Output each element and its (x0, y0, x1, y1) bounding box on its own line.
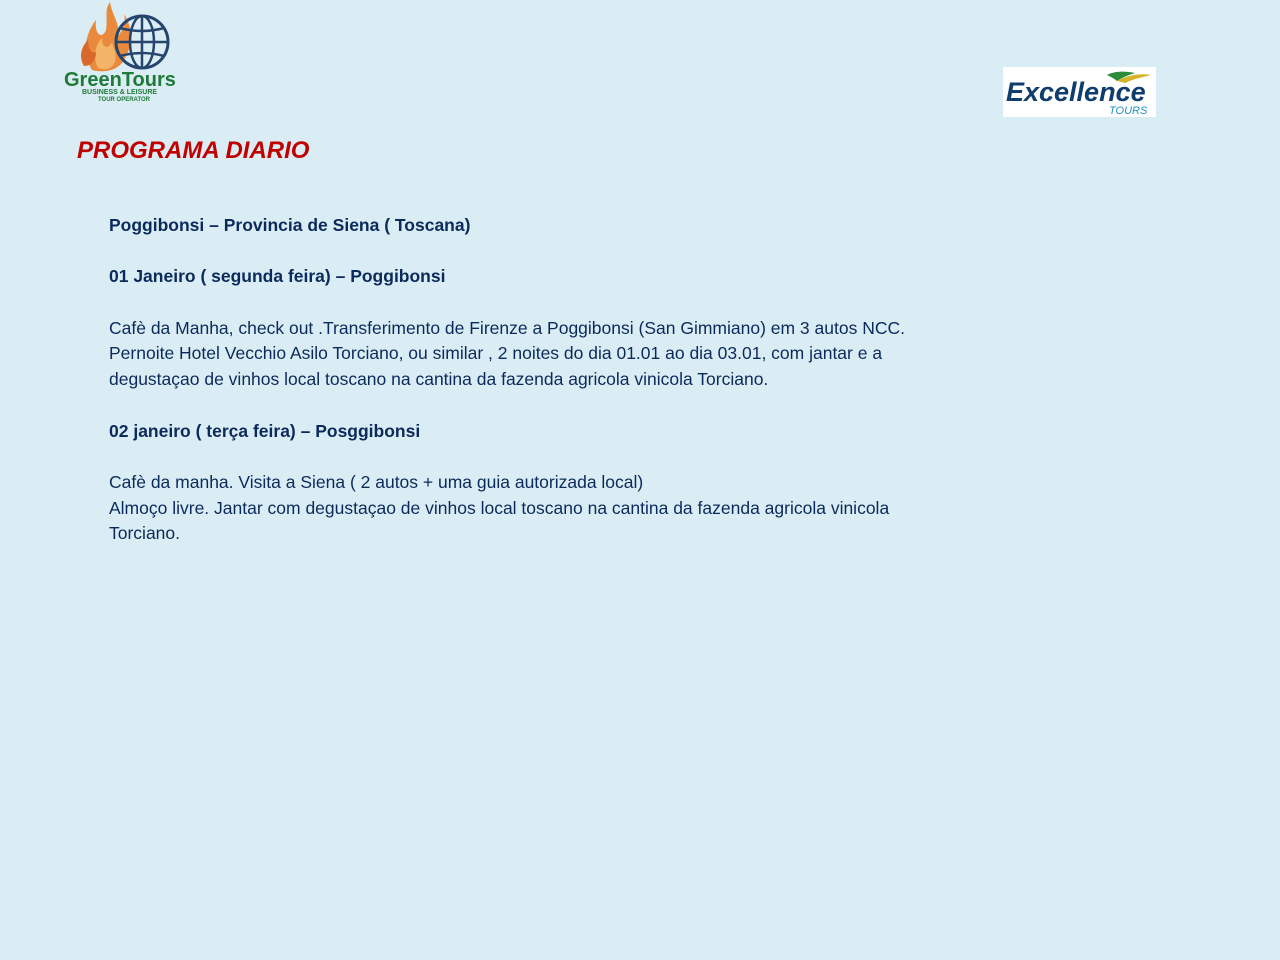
svg-text:Excellence: Excellence (1006, 77, 1146, 107)
page-title: PROGRAMA DIARIO (77, 137, 310, 164)
day2-heading: 02 janeiro ( terça feira) – Posggibonsi (109, 420, 421, 441)
greentours-logo (62, 0, 202, 108)
location-heading: Poggibonsi – Provincia de Siena ( Toscana) (109, 215, 471, 235)
day1-heading: 01 Janeiro ( segunda feira) – Poggibonsi (109, 266, 446, 287)
day1-line-2: Pernoite Hotel Vecchio Asilo Torciano, ou similar , 2 noites do dia 01.01 ao dia 03.01, com jantar e a (109, 343, 883, 364)
day2-line-3: Torciano. (109, 523, 181, 544)
day1-line-3: degustaçao de vinhos local toscano na cantina da fazenda agricola vinicola Torciano. (109, 369, 769, 390)
day2-line-1: Cafè da manha. Visita a Siena ( 2 autos + uma guia autorizada local) (109, 471, 644, 492)
svg-text:TOUR OPERATOR: TOUR OPERATOR (98, 97, 151, 103)
svg-text:GreenTours: GreenTours (64, 69, 176, 91)
svg-text:BUSINESS & LEISURE: BUSINESS & LEISURE (82, 89, 158, 96)
svg-text:TOURS: TOURS (1109, 105, 1148, 117)
excellence-tours-logo (1003, 67, 1156, 117)
day1-line-1: Cafè da Manha, check out .Transferimento de Firenze a Poggibonsi (San Gimmiano) em 3 autos NCC. (109, 317, 905, 338)
day2-line-2: Almoço livre. Jantar com degustaçao de vinhos local toscano na cantina da fazenda agricola vinicola (109, 497, 890, 518)
program-body (109, 213, 989, 547)
